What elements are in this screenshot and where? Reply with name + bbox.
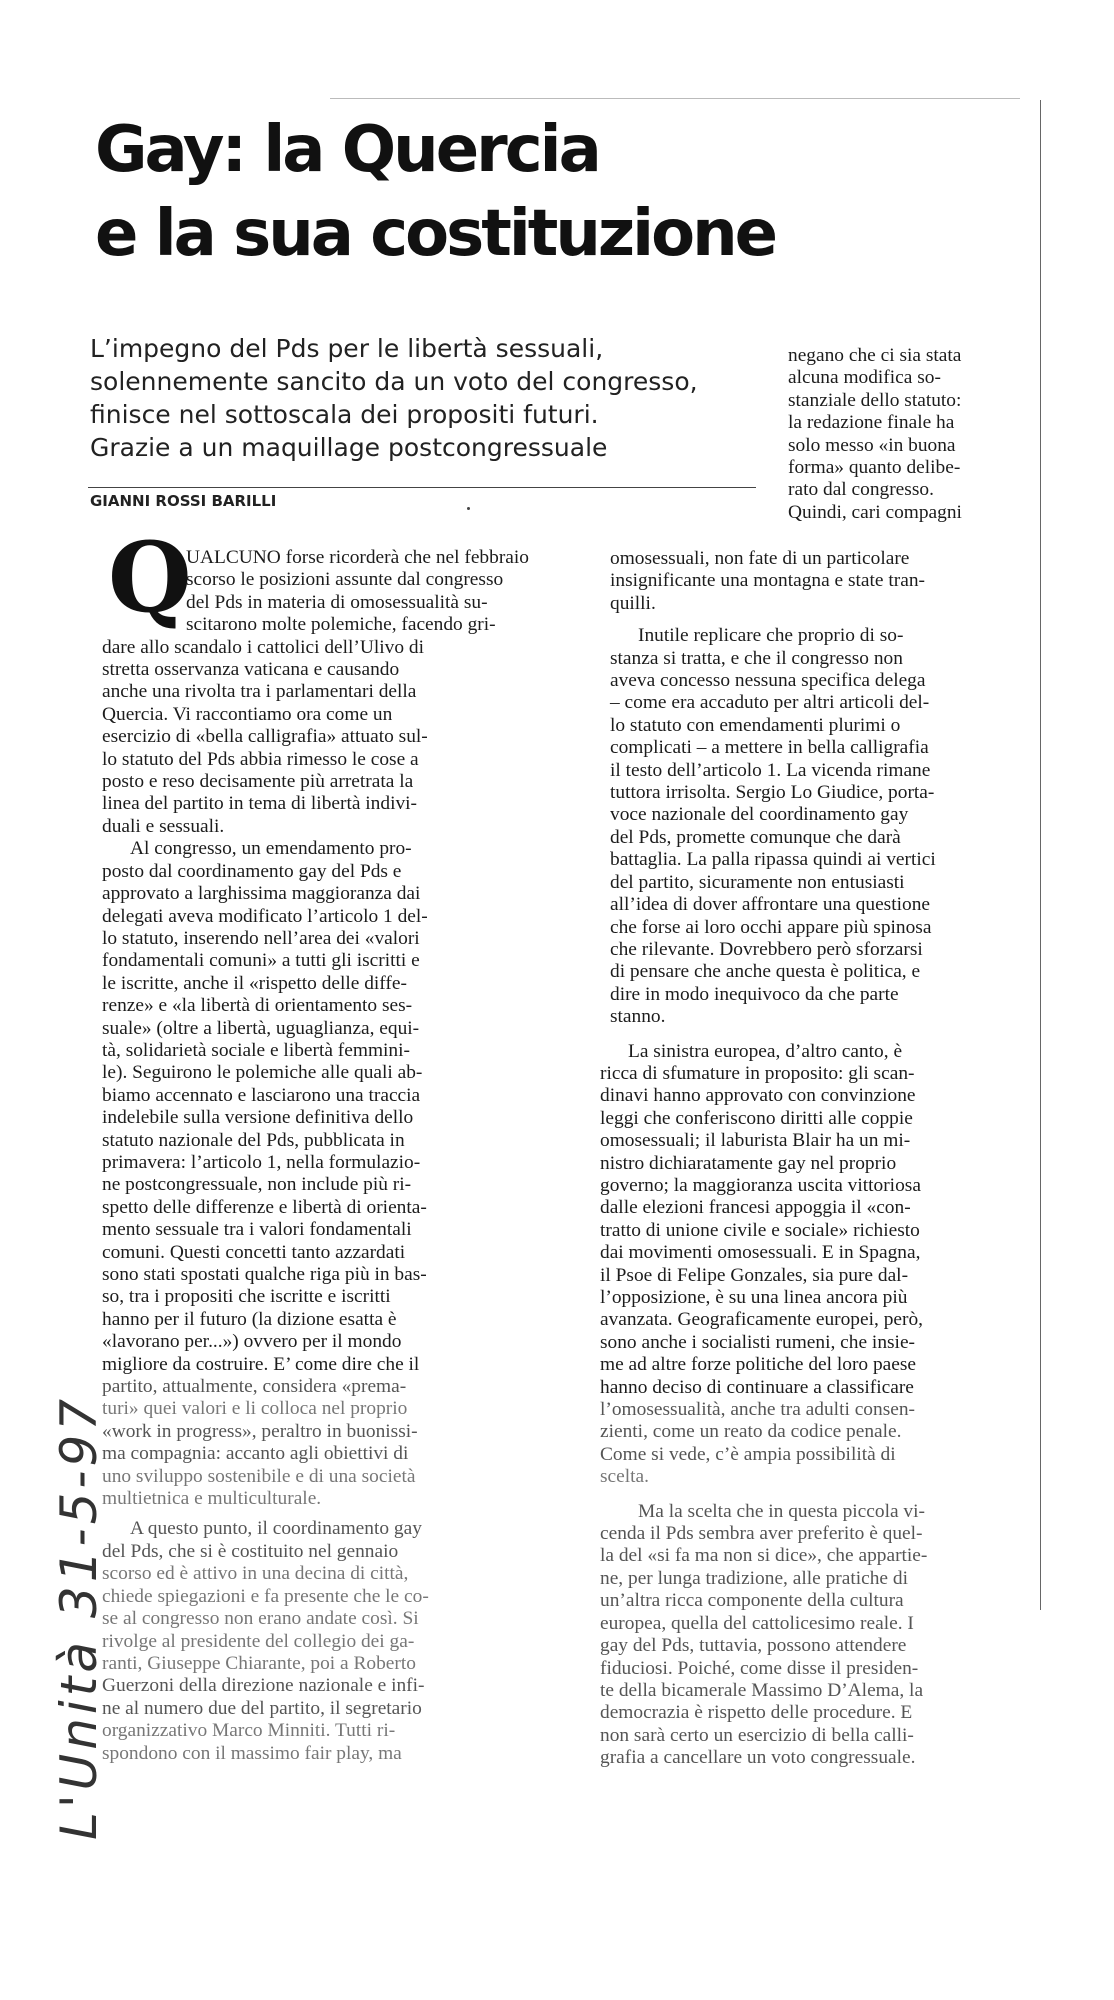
text-line: sono anche i socialisti rumeni, che insie- <box>600 1331 916 1353</box>
text-line: approvato a larghissima maggioranza dai <box>102 883 421 905</box>
text-line: le). Seguirono le polemiche alle quali ab- <box>102 1062 423 1084</box>
text-line: sono stati spostati qualche riga più in bas- <box>102 1264 427 1285</box>
text-line: europea, quella del cattolicesimo reale. I <box>600 1612 914 1634</box>
text-line: stanziale dello statuto: <box>788 389 962 411</box>
text-line: grafia a cancellare un voto congressuale. <box>600 1747 916 1769</box>
subhead <box>90 332 770 464</box>
right-top-column <box>788 345 1038 524</box>
byline: GIANNI ROSSI BARILLI <box>90 492 277 510</box>
handwritten-annotation: L'Unità 31-5-97 <box>50 1394 108 1840</box>
text-line: turi» quei valori e li colloca nel proprio <box>102 1398 408 1420</box>
headline <box>95 108 915 276</box>
text-line: ne, per lunga tradizione, alle pratiche di <box>600 1567 908 1589</box>
text-line: scelta. <box>600 1466 649 1488</box>
text-line: omosessuali; il laburista Blair ha un mi- <box>600 1130 911 1152</box>
text-line: hanno deciso di continuare a classificare <box>600 1376 914 1398</box>
text-line: Quindi, cari compagni <box>788 501 962 523</box>
subhead-line: solennemente sancito da un voto del congresso, <box>90 367 698 396</box>
text-line: biamo accennato e lasciarono una traccia <box>102 1084 421 1106</box>
stray-dot <box>467 507 470 510</box>
text-line: un’altra ricca componente della cultura <box>600 1590 904 1612</box>
text-line: spondono con il massimo fair play, ma <box>102 1742 402 1764</box>
text-line: scorso le posizioni assunte dal congresso <box>186 569 504 591</box>
text-line: voce nazionale del coordinamento gay <box>610 804 909 826</box>
text-line: mento sessuale tra i valori fondamentali <box>102 1219 412 1241</box>
text-line: Inutile replicare che proprio di so- <box>638 625 904 647</box>
text-line: governo; la maggioranza uscita vittoriosa <box>600 1174 921 1196</box>
text-line: Quercia. Vi raccontiamo ora come un <box>102 703 393 725</box>
right-column-rule <box>1040 100 1041 1610</box>
text-line: tà, solidarietà sociale e libertà femmini- <box>102 1039 410 1061</box>
text-line: del partito, sicuramente non entusiasti <box>610 871 905 893</box>
text-line: A questo punto, il coordinamento gay <box>130 1518 422 1540</box>
text-line: che rilevante. Dovrebbero però sforzarsi <box>610 938 923 960</box>
text-line: «work in progress», peraltro in buonissi- <box>102 1420 418 1442</box>
subhead-line: Grazie a un maquillage postcongressuale <box>90 433 608 462</box>
text-line: primavera: l’articolo 1, nella formulazio- <box>102 1151 421 1173</box>
text-line: la redazione finale ha <box>788 412 955 434</box>
text-line: suale» (oltre a libertà, uguaglianza, equi- <box>102 1017 420 1039</box>
text-line: zienti, come un reato da codice penale. <box>600 1421 902 1443</box>
text-line: dire in modo inequivoco da che parte <box>610 983 899 1005</box>
text-line: «lavorano per...») ovvero per il mondo <box>102 1331 402 1353</box>
text-line: comuni. Questi concetti tanto azzardati <box>102 1241 406 1263</box>
text-line: forma» quanto delibe- <box>788 457 961 479</box>
text-line: l’opposizione, è su una linea ancora più <box>600 1287 908 1308</box>
text-line: lo statuto, inserendo nell’area dei «valori <box>102 927 420 949</box>
text-line: hanno per il futuro (la dizione esatta è <box>102 1308 397 1330</box>
subhead-line: finisce nel sottoscala dei propositi futuri. <box>90 400 599 429</box>
text-line: fiduciosi. Poiché, come disse il presiden- <box>600 1657 919 1679</box>
text-line: del Pds, promette comunque che darà <box>610 826 901 848</box>
text-line: quilli. <box>610 592 656 614</box>
text-line: di pensare che anche questa è politica, e <box>610 961 921 983</box>
text-line: duali e sessuali. <box>102 815 225 837</box>
text-line: battaglia. La palla ripassa quindi ai vertici <box>610 849 936 871</box>
text-line: Al congresso, un emendamento pro- <box>130 838 412 860</box>
text-line: ne postcongressuale, non include più ri- <box>102 1174 412 1196</box>
text-line: tuttora irrisolta. Sergio Lo Giudice, porta- <box>610 782 935 804</box>
text-line: lo statuto con emendamenti plurimi o <box>610 714 901 736</box>
text-line: te della bicamerale Massimo D’Alema, la <box>600 1679 924 1701</box>
text-line: all’idea di dover affrontare una questione <box>610 894 930 916</box>
text-line: lo statuto del Pds abbia rimesso le cose a <box>102 748 419 770</box>
text-line: renze» e «la libertà di orientamento ses- <box>102 995 413 1017</box>
top-rule <box>330 98 1020 99</box>
text-line: anche una rivolta tra i parlamentari della <box>102 681 417 703</box>
text-line: insignificante una montagna e state tran- <box>610 570 925 592</box>
text-line: il testo dell’articolo 1. La vicenda rimane <box>610 759 931 781</box>
text-line: delegati aveva modificato l’articolo 1 del- <box>102 905 428 927</box>
text-line: so, tra i propositi che iscritte e iscritti <box>102 1286 391 1308</box>
text-line: tratto di unione civile e sociale» richiesto <box>600 1219 920 1241</box>
text-line: cenda il Pds sembra aver preferito è quel- <box>600 1523 923 1545</box>
text-line: organizzativo Marco Minniti. Tutti ri- <box>102 1720 396 1742</box>
text-line: dare allo scandalo i cattolici dell’Ulivo di <box>102 636 424 658</box>
text-line: ma compagnia: accanto agli obiettivi di <box>102 1443 409 1465</box>
left-column <box>102 547 571 1765</box>
text-line: stanno. <box>610 1006 666 1028</box>
text-line: me ad altre forze politiche del loro paese <box>600 1354 917 1376</box>
text-line: statuto nazionale del Pds, pubblicata in <box>102 1129 405 1151</box>
text-line: il Psoe di Felipe Gonzales, sia pure dal- <box>600 1264 909 1286</box>
text-line: del Pds, che si è costituito nel gennaio <box>102 1540 399 1562</box>
text-line: dai movimenti omosessuali. E in Spagna, <box>600 1242 921 1264</box>
text-line: partito, attualmente, considera «prema- <box>102 1376 407 1398</box>
drop-cap: Q <box>108 521 192 634</box>
text-line: del Pds in materia di omosessualità su- <box>186 591 488 613</box>
byline-rule <box>88 487 756 488</box>
text-line: negano che ci sia stata <box>788 345 962 366</box>
text-line: UALCUNO forse ricorderà che nel febbraio <box>186 547 529 568</box>
text-line: nistro dichiaratamente gay nel proprio <box>600 1152 897 1174</box>
text-line: la del «si fa ma non si dice», che appartie- <box>600 1545 928 1567</box>
headline-line: Gay: la Quercia <box>95 113 599 187</box>
text-line: multietnica e multiculturale. <box>102 1488 322 1510</box>
text-line: alcuna modifica so- <box>788 367 941 389</box>
text-line: solo messo «in buona <box>788 434 956 456</box>
text-line: Guerzoni della direzione nazionale e infi- <box>102 1675 425 1697</box>
text-line: l’omosessualità, anche tra adulti consen- <box>600 1399 915 1421</box>
text-line: migliore da costruire. E’ come dire che il <box>102 1353 420 1375</box>
text-line: – come era accaduto per altri articoli del- <box>610 692 930 714</box>
text-line: aveva concesso nessuna specifica delega <box>610 670 926 692</box>
text-line: democrazia è rispetto delle procedure. E <box>600 1702 913 1724</box>
text-line: leggi che conferiscono diritti alle coppie <box>600 1107 913 1129</box>
text-line: dalle elezioni francesi appoggia il «con- <box>600 1197 911 1219</box>
text-line: posto dal coordinamento gay del Pds e <box>102 860 402 882</box>
text-line: spetto delle differenze e libertà di orienta- <box>102 1196 427 1218</box>
text-line: ranti, Giuseppe Chiarante, poi a Roberto <box>102 1652 416 1674</box>
text-line: avanzata. Geograficamente europei, però, <box>600 1309 923 1331</box>
subhead-line: L’impegno del Pds per le libertà sessuali, <box>90 334 604 363</box>
right-column <box>590 548 1020 1770</box>
text-line: ricca di sfumature in proposito: gli scan- <box>600 1062 915 1084</box>
text-line: stanza si tratta, e che il congresso non <box>610 647 903 669</box>
text-line: Ma la scelta che in questa piccola vi- <box>638 1500 925 1522</box>
text-line: dinavi hanno approvato con convinzione <box>600 1085 916 1107</box>
text-line: Come si vede, c’è ampia possibilità di <box>600 1443 896 1465</box>
text-line: scorso ed è attivo in una decina di città, <box>102 1563 409 1585</box>
text-line: gay del Pds, tuttavia, possono attendere <box>600 1635 907 1657</box>
text-line: non sarà certo un esercizio di bella calli- <box>600 1724 914 1746</box>
text-line: rivolge al presidente del collegio dei ga- <box>102 1630 415 1652</box>
text-line: uno sviluppo sostenibile e di una società <box>102 1465 416 1487</box>
text-line: fondamentali comuni» a tutti gli iscritti e <box>102 950 420 972</box>
text-line: indelebile sulla versione definitiva dello <box>102 1107 414 1129</box>
text-line: La sinistra europea, d’altro canto, è <box>628 1040 903 1062</box>
text-line: complicati – a mettere in bella calligrafia <box>610 737 929 759</box>
text-line: se al congresso non erano andate così. Si <box>102 1608 419 1630</box>
text-line: omosessuali, non fate di un particolare <box>610 548 910 569</box>
text-line: chiede spiegazioni e fa presente che le co- <box>102 1585 429 1607</box>
handwritten-annotation-wrap <box>50 1394 120 2000</box>
text-line: esercizio di «bella calligrafia» attuato sul- <box>102 726 428 748</box>
text-line: le iscritte, anche il «rispetto delle diffe- <box>102 972 407 994</box>
text-line: stretta osservanza vaticana e causando <box>102 659 400 681</box>
text-line: che forse ai loro occhi appare più spinosa <box>610 916 932 938</box>
text-line: scitarono molte polemiche, facendo gri- <box>186 614 496 636</box>
text-line: linea del partito in tema di libertà indivi- <box>102 793 418 815</box>
text-line: rato dal congresso. <box>788 479 934 501</box>
headline-line: e la sua costituzione <box>95 197 776 271</box>
text-line: ne al numero due del partito, il segretario <box>102 1697 422 1719</box>
text-line: posto e reso decisamente più arretrata la <box>102 771 414 793</box>
